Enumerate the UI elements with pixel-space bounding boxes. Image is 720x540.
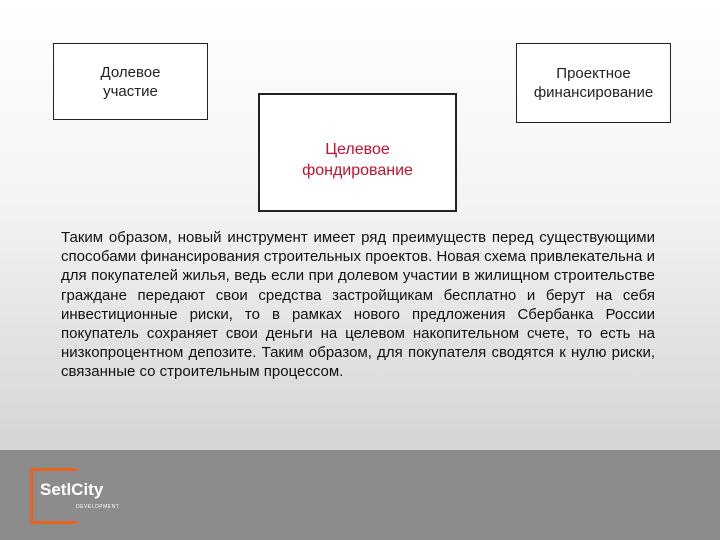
- body-paragraph: Таким образом, новый инструмент имеет ряд преимуществ перед существующими способами финансирования строительных проектов. Новая схема привлекательна и для покупателей жилья, ведь если при долевом участии в жилищном строительстве граждане передают свои средства застройщикам бесплатно и берут на себя инвестиционные риски, то в рамках нового предложения Сбербанка России покупатель сохраняет свои деньги на целевом накопительном счете, то есть на низкопроцентном депозите. Таким образом, для покупателя сводятся к нулю риски, связанные со строительным процессом.: [61, 229, 655, 381]
- box-shared-participation: [53, 43, 208, 120]
- logo-name: SetlCity: [40, 480, 104, 499]
- logo-subtitle: DEVELOPMENT: [76, 504, 120, 510]
- box-target-funding: [258, 93, 457, 212]
- company-logo: [30, 468, 118, 526]
- logo-frame-top: [74, 468, 78, 471]
- box-shared-participation-label: Долевое участие: [100, 63, 161, 100]
- box-target-funding-label: Целевое фондирование: [302, 140, 413, 179]
- logo-frame-bottom: [74, 521, 78, 524]
- box-project-financing: [516, 43, 671, 123]
- box-project-financing-label: Проектное финансирование: [533, 65, 654, 101]
